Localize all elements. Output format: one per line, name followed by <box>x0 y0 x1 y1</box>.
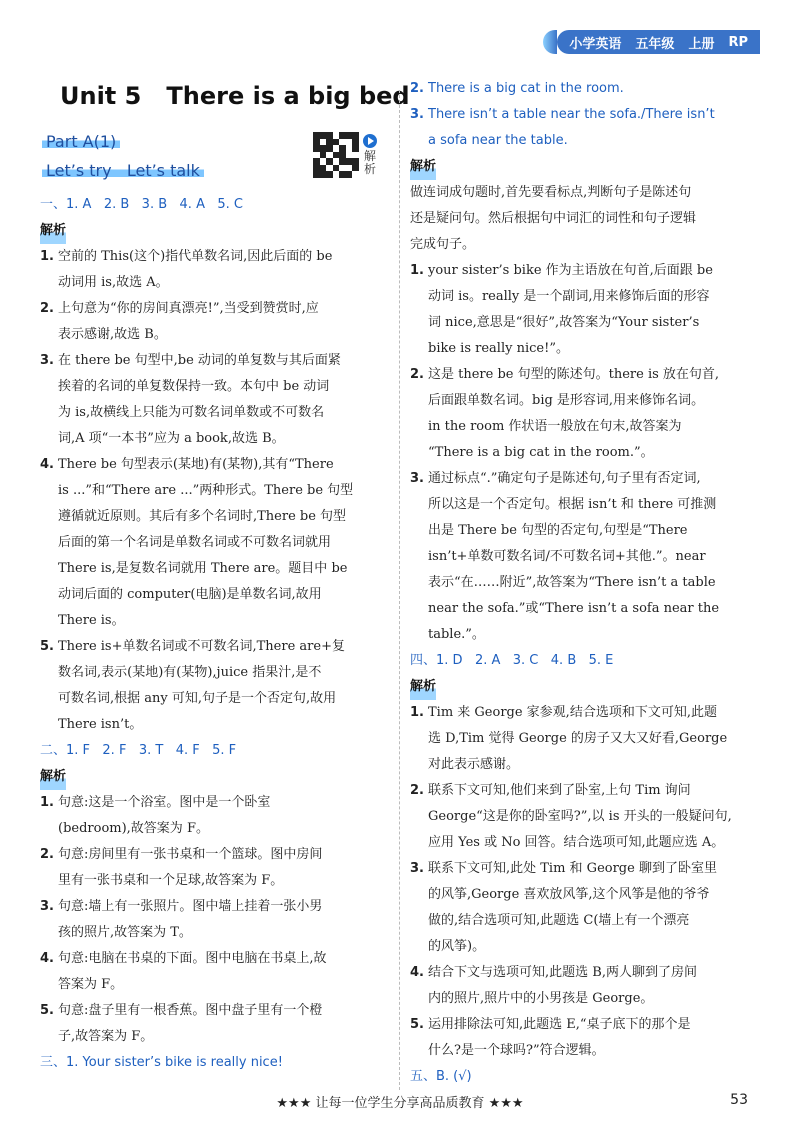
text-line: 句意:这是一个浴室。图中是一个卧室 <box>58 795 271 810</box>
item-number: 3. <box>40 899 54 914</box>
qr-label-char: 析 <box>364 162 377 176</box>
answer-line: 一、1. A 2. B 3. B 4. A 5. C <box>40 197 243 212</box>
text-line: 后面的第一个名词是单数名词或不可数名词就用 <box>58 535 332 550</box>
explanation-item <box>410 362 752 466</box>
text-line: 句意:盘子里有一根香蕉。图中盘子里有一个橙 <box>58 1003 323 1018</box>
answer-line: 三、1. Your sister’s bike is really nice! <box>40 1055 283 1070</box>
text-line: 出是 There be 句型的否定句,句型是“There <box>428 523 688 538</box>
text-line: 动词后面的 computer(电脑)是单数名词,故用 <box>58 587 322 602</box>
book-badge <box>557 30 760 54</box>
text-line: (bedroom),故答案为 F。 <box>58 821 209 836</box>
item-number: 2. <box>40 847 54 862</box>
text-line: a sofa near the table. <box>428 133 568 148</box>
left-column <box>40 192 382 1076</box>
text-line: 的风筝)。 <box>428 939 486 954</box>
answer-line: 五、B. (√) <box>410 1069 472 1084</box>
text-line: in the room 作状语一般放在句末,故答案为 <box>428 419 682 434</box>
page-number: 53 <box>730 1092 748 1108</box>
item-number: 3. <box>410 471 424 486</box>
explanation-item <box>410 856 752 960</box>
explanation-item <box>40 998 382 1050</box>
text-line: 完成句子。 <box>410 237 476 252</box>
text-line: your sister’s bike 作为主语放在句首,后面跟 be <box>428 263 713 278</box>
answer-item <box>410 76 752 102</box>
badge-edition: RP <box>728 34 748 50</box>
text-line: 通过标点“.”确定句子是陈述句,句子里有否定词, <box>428 471 701 486</box>
text-line: There is+单数名词或不可数名词,There are+复 <box>58 639 345 654</box>
explanation-item <box>40 790 382 842</box>
explanation-item <box>40 452 382 634</box>
text-line: 这是 there be 句型的陈述句。there is 放在句首, <box>428 367 720 382</box>
answer-line: 二、1. F 2. F 3. T 4. F 5. F <box>40 743 237 758</box>
text-line: Tim 来 George 家参观,结合选项和下文可知,此题 <box>428 705 717 720</box>
column-divider <box>399 90 400 1090</box>
text-line: is ...”和“There are ...”两种形式。There be 句型 <box>58 483 354 498</box>
text-line: 可数名词,根据 any 可知,句子是一个否定句,故用 <box>58 691 337 706</box>
text-line: 句意:房间里有一张书桌和一个篮球。图中房间 <box>58 847 323 862</box>
explanation-item <box>40 894 382 946</box>
text-line: There isn’t。 <box>58 717 143 732</box>
item-number: 5. <box>40 639 54 654</box>
text-line: isn’t+单数可数名词/不可数名词+其他.”。near <box>428 549 706 564</box>
explanation-item <box>410 700 752 778</box>
text-line: 遵循就近原则。其后有多个名词时,There be 句型 <box>58 509 347 524</box>
badge-volume: 上册 <box>688 36 715 52</box>
text-line: 词,A 项“一本书”应为 a book,故选 B。 <box>58 431 285 446</box>
item-number: 4. <box>410 965 424 980</box>
section-label: 解析 <box>410 154 436 180</box>
badge-grade: 五年级 <box>635 36 675 52</box>
explanation-item <box>410 466 752 648</box>
text-line: 联系下文可知,他们来到了卧室,上句 Tim 询问 <box>428 783 691 798</box>
text-line: 词 nice,意思是“很好”,故答案为“Your sister’s <box>428 315 700 330</box>
text-line: 句意:墙上有一张照片。图中墙上挂着一张小男 <box>58 899 323 914</box>
item-number: 1. <box>40 249 54 264</box>
text-line: 运用排除法可知,此题选 E,“桌子底下的那个是 <box>428 1017 691 1032</box>
answer-item <box>410 102 752 154</box>
text-line: 结合下文与选项可知,此题选 B,两人聊到了房间 <box>428 965 697 980</box>
item-number: 2. <box>410 783 424 798</box>
text-line: 空前的 This(这个)指代单数名词,因此后面的 be <box>58 249 333 264</box>
qr-label-char: 解 <box>364 149 377 163</box>
text-line: 在 there be 句型中,be 动词的单复数与其后面紧 <box>58 353 341 368</box>
play-icon[interactable] <box>363 134 377 148</box>
explanation-paragraph <box>410 180 752 258</box>
explanation-item <box>40 946 382 998</box>
text-line: There is。 <box>58 613 125 628</box>
unit-title: Unit 5 There is a big bed <box>60 82 410 110</box>
explanation-item <box>40 296 382 348</box>
footer-slogan: ★★★ 让每一位学生分享高品质教育 ★★★ <box>276 1096 524 1111</box>
item-number: 1. <box>410 705 424 720</box>
text-line: 表示感谢,故选 B。 <box>58 327 167 342</box>
text-line: 选 D,Tim 觉得 George 的房子又大又好看,George <box>428 731 728 746</box>
badge-subject: 小学英语 <box>569 36 622 52</box>
explanation-item <box>40 634 382 738</box>
text-line: George“这是你的卧室吗?”,以 is 开头的一般疑问句, <box>428 809 732 824</box>
section-label: 解析 <box>410 674 436 700</box>
text-line: There is a big cat in the room. <box>428 81 624 96</box>
text-line: 里有一张书桌和一个足球,故答案为 F。 <box>58 873 284 888</box>
text-line: There be 句型表示(某地)有(某物),其有“There <box>58 457 334 472</box>
text-line: bike is really nice!”。 <box>428 341 569 356</box>
text-line: There isn’t a table near the sofa./There isn’t <box>428 107 715 122</box>
text-line: 句意:电脑在书桌的下面。图中电脑在书桌上,故 <box>58 951 327 966</box>
item-number: 5. <box>40 1003 54 1018</box>
item-number: 1. <box>40 795 54 810</box>
text-line: 后面跟单数名词。big 是形容词,用来修饰名词。 <box>428 393 705 408</box>
text-line: 挨着的名词的单复数保持一致。本句中 be 动词 <box>58 379 330 394</box>
text-line: 还是疑问句。然后根据句中词汇的词性和句子逻辑 <box>410 211 697 226</box>
qr-code-icon[interactable] <box>313 132 359 178</box>
text-line: 答案为 F。 <box>58 977 124 992</box>
explanation-item <box>40 348 382 452</box>
text-line: 的风筝,George 喜欢放风筝,这个风筝是他的爷爷 <box>428 887 710 902</box>
text-line: 对此表示感谢。 <box>428 757 520 772</box>
text-line: 为 is,故横线上只能为可数名词单数或不可数名 <box>58 405 325 420</box>
explanation-item <box>410 258 752 362</box>
text-line: 内的照片,照片中的小男孩是 George。 <box>428 991 654 1006</box>
item-number: 3. <box>40 353 54 368</box>
right-column <box>410 76 752 1090</box>
text-line: 所以这是一个否定句。根据 isn’t 和 there 可推测 <box>428 497 717 512</box>
item-number: 4. <box>40 457 54 472</box>
explanation-item <box>40 842 382 894</box>
explanation-item <box>40 244 382 296</box>
item-number: 2. <box>410 367 424 382</box>
lets-try-heading: Let’s try Let’s talk <box>42 161 204 180</box>
text-line: There is,是复数名词就用 There are。题目中 be <box>58 561 348 576</box>
section-label: 解析 <box>40 764 66 790</box>
text-line: 做的,结合选项可知,此题选 C(墙上有一个漂亮 <box>428 913 690 928</box>
text-line: 子,故答案为 F。 <box>58 1029 154 1044</box>
text-line: 孩的照片,故答案为 T。 <box>58 925 192 940</box>
item-number: 3. <box>410 861 424 876</box>
text-line: “There is a big cat in the room.”。 <box>428 445 654 460</box>
text-line: 什么?是一个球吗?”符合逻辑。 <box>428 1043 605 1058</box>
item-number: 3. <box>410 107 424 122</box>
text-line: 上句意为“你的房间真漂亮!”,当受到赞赏时,应 <box>58 301 319 316</box>
item-number: 2. <box>410 81 424 96</box>
explanation-item <box>410 1012 752 1064</box>
qr-label <box>364 150 378 176</box>
text-line: 数名词,表示(某地)有(某物),juice 指果汁,是不 <box>58 665 322 680</box>
explanation-item <box>410 778 752 856</box>
explanation-item <box>410 960 752 1012</box>
item-number: 1. <box>410 263 424 278</box>
section-label: 解析 <box>40 218 66 244</box>
text-line: 动词用 is,故选 A。 <box>58 275 169 290</box>
answer-line: 四、1. D 2. A 3. C 4. B 5. E <box>410 653 614 668</box>
item-number: 2. <box>40 301 54 316</box>
text-line: 做连词成句题时,首先要看标点,判断句子是陈述句 <box>410 185 692 200</box>
item-number: 5. <box>410 1017 424 1032</box>
text-line: near the sofa.”或“There isn’t a sofa near the <box>428 601 720 616</box>
text-line: 动词 is。really 是一个副词,用来修饰后面的形容 <box>428 289 710 304</box>
item-number: 4. <box>40 951 54 966</box>
text-line: 表示“在……附近”,故答案为“There isn’t a table <box>428 575 716 590</box>
part-heading: Part A(1) <box>42 132 120 151</box>
text-line: 应用 Yes 或 No 回答。结合选项可知,此题应选 A。 <box>428 835 725 850</box>
text-line: table.”。 <box>428 627 485 642</box>
text-line: 联系下文可知,此处 Tim 和 George 聊到了卧室里 <box>428 861 717 876</box>
